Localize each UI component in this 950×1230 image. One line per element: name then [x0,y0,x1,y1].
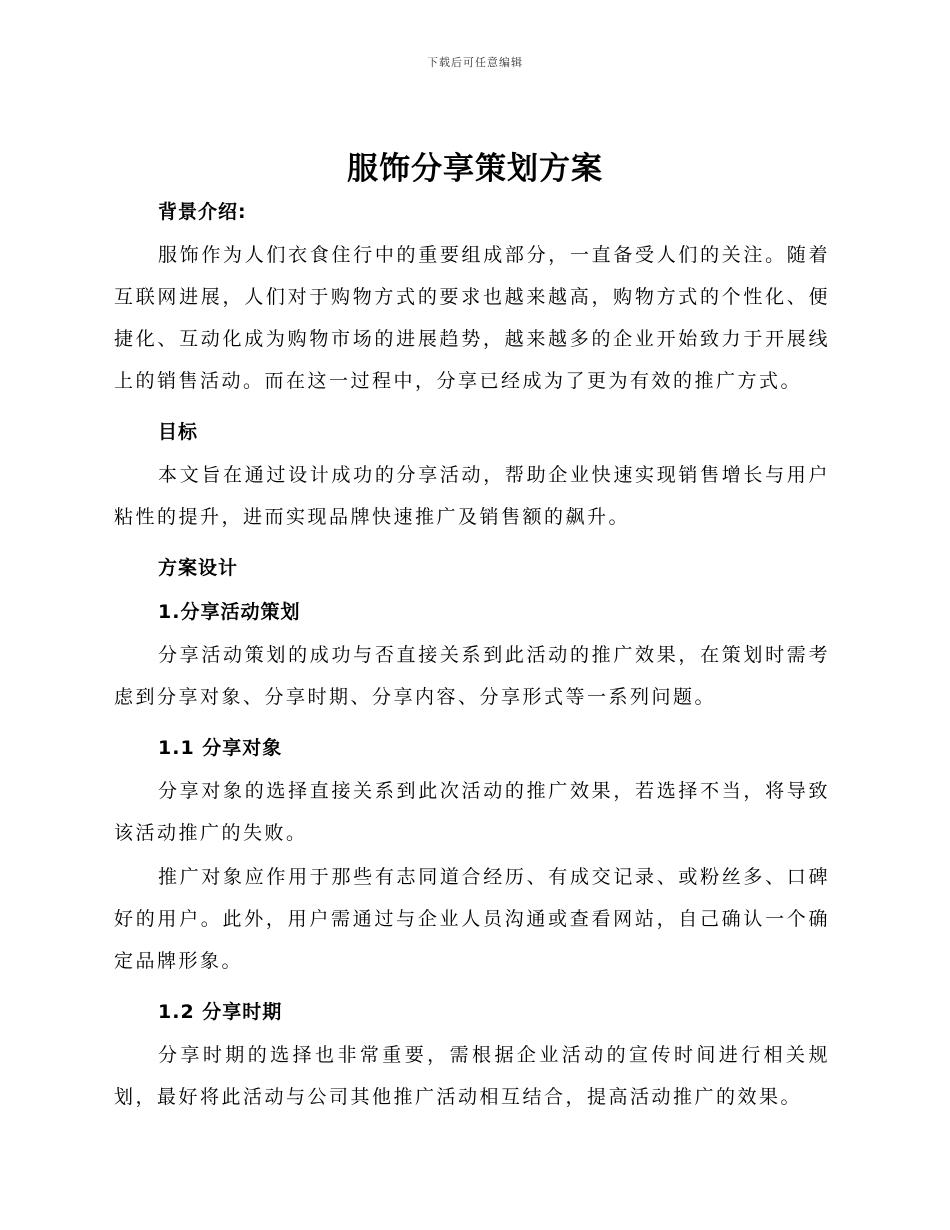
section-1-heading: 1.分享活动策划 [158,601,301,623]
goal-paragraph: 本文旨在通过设计成功的分享活动，帮助企业快速实现销售增长与用户粘性的提升，进而实现品牌快速推广及销售额的飙升。 [114,464,830,528]
goal-heading: 目标 [158,421,199,443]
document-title: 服饰分享策划方案 [347,151,603,187]
background-paragraph: 服饰作为人们衣食住行中的重要组成部分，一直备受人们的关注。随着互联网进展，人们对于购物方式的要求也越来越高，购物方式的个性化、便捷化、互动化成为购物市场的进展趋势，越来越多的企业开始致力于开展线上的销售活动。而在这一过程中，分享已经成为了更为有效的推广方式。 [114,244,830,392]
section-1-paragraph: 分享活动策划的成功与否直接关系到此活动的推广效果，在策划时需考虑到分享对象、分享时期、分享内容、分享形式等一系列问题。 [114,644,830,708]
section-1-2-heading: 1.2 分享时期 [158,1001,283,1023]
plan-heading: 方案设计 [158,557,239,579]
section-1-1-heading: 1.1 分享对象 [158,737,283,759]
section-1-1-paragraph-1: 分享对象的选择直接关系到此次活动的推广效果，若选择不当，将导致该活动推广的失败。 [114,780,830,844]
document-body [114,190,830,1118]
header-note: 下载后可任意编辑 [427,56,523,69]
section-1-1-paragraph-2: 推广对象应作用于那些有志同道合经历、有成交记录、或粉丝多、口碑好的用户。此外，用户需通过与企业人员沟通或查看网站，自己确认一个确定品牌形象。 [114,866,830,972]
background-heading: 背景介绍: [158,201,247,223]
section-1-2-paragraph: 分享时期的选择也非常重要，需根据企业活动的宣传时间进行相关规划，最好将此活动与公司其他推广活动相互结合，提高活动推广的效果。 [114,1044,830,1108]
